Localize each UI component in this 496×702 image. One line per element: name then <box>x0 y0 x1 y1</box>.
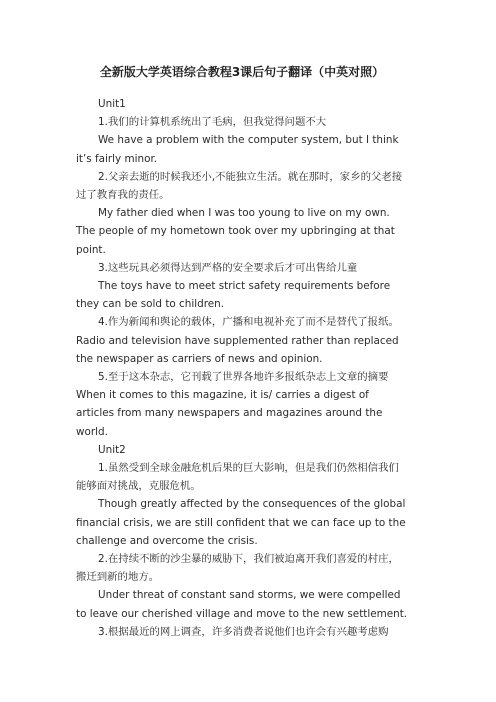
english-sentence: We have a problem with the computer system, but I think it’s fairly minor. <box>76 134 399 165</box>
document-title: 全新版大学英语综合教程3课后句子翻译（中英对照） <box>99 65 385 79</box>
chinese-sentence: 1.虽然受到全球金融危机后果的巨大影响，但是我们仍然相信我们能够面对挑战，克服危机。 <box>76 462 399 493</box>
unit-heading: Unit1 <box>98 98 126 110</box>
chinese-sentence: 2.在持续不断的沙尘暴的威胁下，我们被迫离开我们喜爱的村庄，搬迁到新的地方。 <box>76 553 399 584</box>
bilingual-sentence: 5.至于这本杂志，它刊载了世界各地许多报纸杂志上文章的摘要When it comes to this magazine, it is/ carries a digest of articles from many newspapers and magazines around the world. <box>76 371 389 438</box>
chinese-sentence: 3.根据最近的网上调查，许多消费者说他们也许会有兴趣考虑购 <box>98 625 389 638</box>
chinese-sentence: 2.父亲去逝的时候我还小,不能独立生活。就在那时，家乡的父老接过了教育我的责任。 <box>76 170 403 202</box>
english-sentence: Under threat of constant sand storms, we were compelled to leave our cherished village and move to the new settlement. <box>76 589 408 620</box>
english-sentence: The toys have to meet strict safety requirements before they can be sold to children. <box>76 280 391 311</box>
unit-heading: Unit2 <box>98 443 126 456</box>
chinese-sentence: 1.我们的计算机系统出了毛病，但我觉得问题不大 <box>98 116 327 129</box>
english-sentence: My father died when I was too young to live on my own. The people of my hometown took over my upbringing at that point. <box>76 207 395 256</box>
document-body <box>76 95 408 641</box>
bilingual-sentence: 4.作为新闻和舆论的载体，广播和电视补充了而不是替代了报纸。Radio and television have supplemented rather than replaced the newspaper as carriers of news and opinion. <box>76 316 399 365</box>
english-sentence: Though greatly affected by the consequences of the global financial crisis, we are still confident that we can face up to the challenge and overcome the crisis. <box>76 498 406 547</box>
chinese-sentence: 3.这些玩具必须得达到严格的安全要求后才可出售给儿童 <box>98 261 358 274</box>
